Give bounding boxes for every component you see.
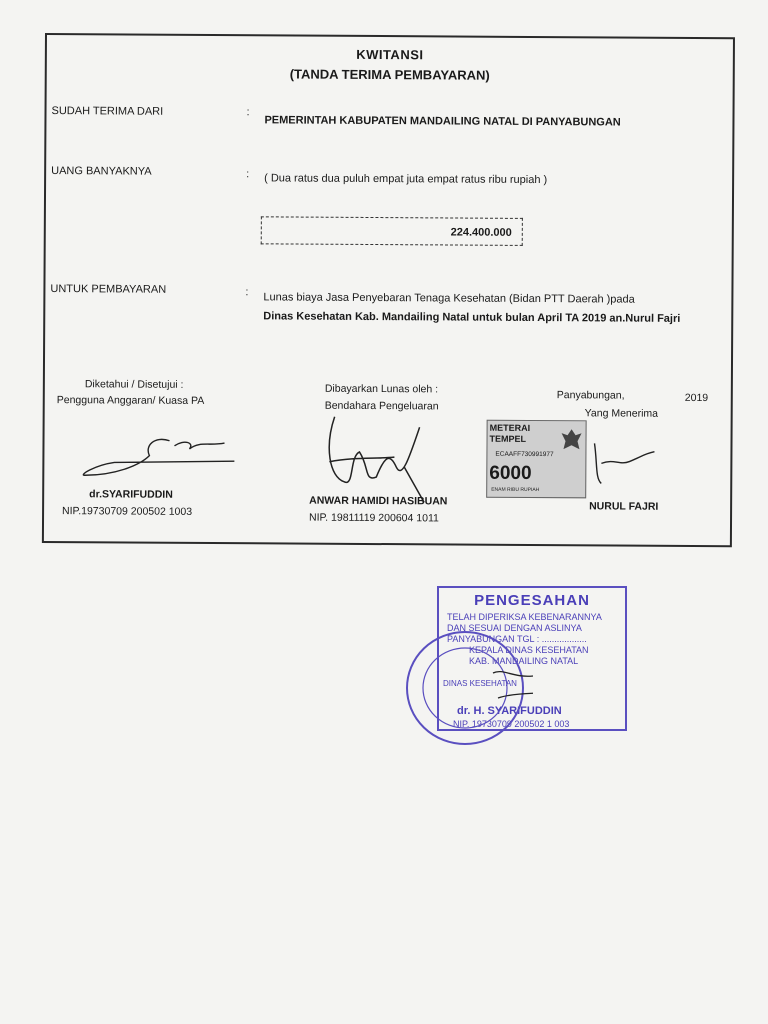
approver-nip: NIP.19730709 200502 1003: [62, 505, 193, 518]
meterai-value: 6000: [489, 462, 532, 484]
meterai-stamp: [486, 420, 586, 499]
receipt-title: KWITANSI: [356, 46, 424, 63]
receiver-name: NURUL FAJRI: [589, 500, 659, 513]
approver-name: dr.SYARIFUDDIN: [89, 488, 173, 501]
receiver-year: 2019: [684, 391, 709, 405]
amount-box: [261, 216, 523, 246]
garuda-emblem-icon: [559, 427, 583, 453]
treasurer-name: ANWAR HAMIDI HASIBUAN: [309, 494, 448, 508]
stamp-line-3: PANYABUNGAN TGL : ..................: [447, 634, 587, 644]
approver-title-1: Diketahui / Disetujui :: [84, 378, 184, 391]
stamp-line-4: KEPALA DINAS KESEHATAN: [469, 645, 589, 655]
purpose-line-1: Lunas biaya Jasa Penyebaran Tenaga Kesehatan (Bidan PTT Daerah )pada: [263, 291, 635, 306]
colon: :: [246, 168, 250, 181]
stamp-official-name: dr. H. SYARIFUDDIN: [457, 705, 562, 717]
stamp-title: PENGESAHAN: [474, 592, 590, 609]
meterai-small-text: ENAM RIBU RUPIAH: [491, 486, 540, 494]
receipt-subtitle: (TANDA TERIMA PEMBAYARAN): [289, 66, 490, 83]
stamp-line-2: DAN SESUAI DENGAN ASLINYA: [447, 623, 582, 633]
meterai-label-2: TEMPEL: [489, 433, 527, 444]
received-from-label: SUDAH TERIMA DARI: [51, 105, 164, 118]
stamp-line-5: KAB. MANDAILING NATAL: [469, 656, 579, 666]
purpose-label: UNTUK PEMBAYARAN: [50, 283, 167, 296]
treasurer-nip: NIP. 19811119 200604 1011: [309, 511, 439, 525]
stamp-official-nip: NIP. 19730709 200502 1 003: [453, 719, 570, 729]
receiver-place: Panyabungan,: [556, 389, 625, 402]
stamp-line-1: TELAH DIPERIKSA KEBENARANNYA: [447, 612, 602, 622]
received-from-value: PEMERINTAH KABUPATEN MANDAILING NATAL DI PANYABUNGAN: [264, 114, 621, 129]
treasurer-signature: [314, 407, 455, 508]
amount-words-label: UANG BANYAKNYA: [51, 165, 152, 178]
purpose-text: [263, 288, 733, 329]
meterai-serial: ECAAFF730991977: [495, 450, 554, 459]
meterai-label-1: METERAI: [489, 422, 531, 433]
receiver-title: Yang Menerima: [584, 407, 659, 420]
approver-signature: [74, 420, 244, 491]
treasurer-title-1: Dibayarkan Lunas oleh :: [324, 382, 439, 396]
amount-words-value: ( Dua ratus dua puluh empat juta empat ratus ribu rupiah ): [264, 172, 548, 187]
official-seal: [403, 628, 533, 748]
receiver-signature: [589, 433, 659, 493]
approver-title-2: Pengguna Anggaran/ Kuasa PA: [56, 394, 205, 407]
purpose-line-2: Dinas Kesehatan Kab. Mandailing Natal untuk bulan April TA 2019 an.Nurul Fajri: [263, 310, 681, 325]
colon: :: [245, 286, 249, 299]
amount-number: 224.400.000: [450, 226, 512, 239]
colon: :: [246, 106, 250, 119]
receipt-frame: [42, 33, 735, 547]
seal-text: DINAS KESEHATAN: [443, 679, 517, 688]
treasurer-title-2: Bendahara Pengeluaran: [324, 399, 439, 413]
